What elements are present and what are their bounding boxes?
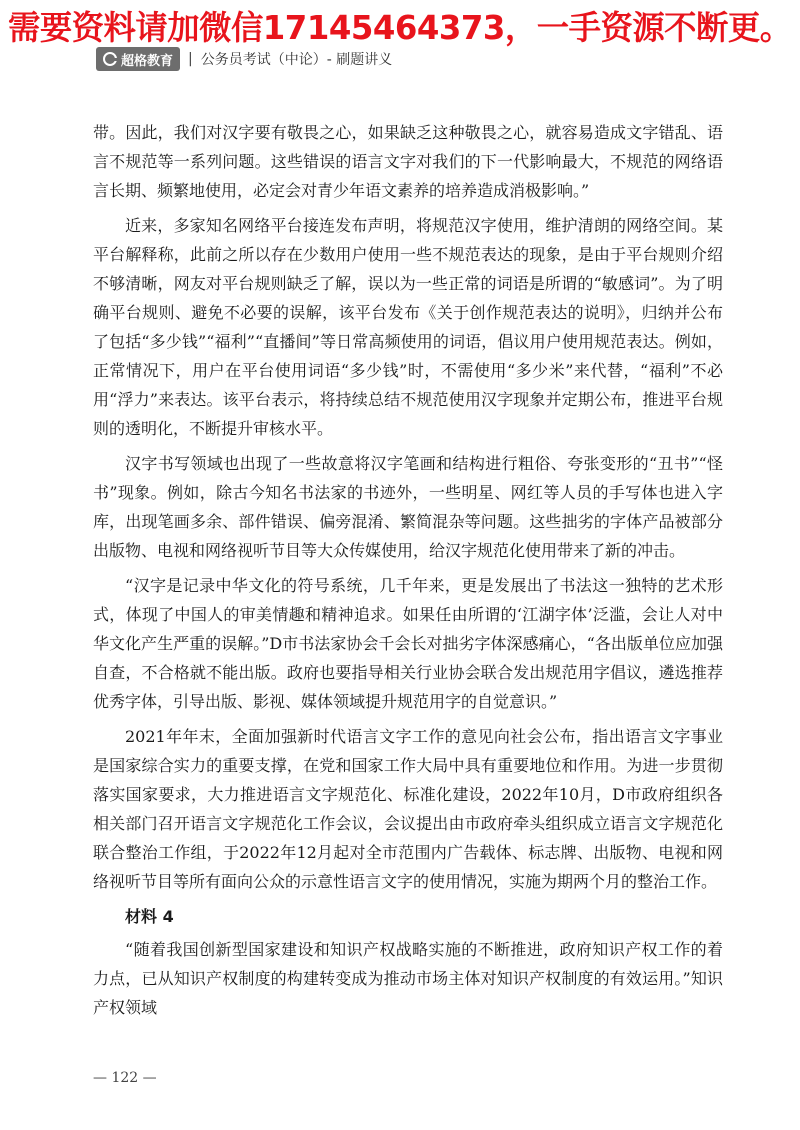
paragraph-5: 2021年年末，全面加强新时代语言文字工作的意见向社会公布，指出语言文字事业是国家综合实力的重要支撑，在党和国家工作大局中具有重要地位和作用。为进一步贯彻落实国家要求，大力推进语言文字规范化、标准化建设，2022年10月，D市政府组织各相关部门召开语言文字规范化工作会议，会议提出由市政府牵头组织成立语言文字规范化联合整治工作组，于2022年12月起对全市范围内广告载体、标志牌、出版物、电视和网络视听节目等所有面向公众的示意性语言文字的使用情况，实施为期两个月的整治工作。 xyxy=(93,727,723,891)
paragraph-4: “汉字是记录中华文化的符号系统，几千年来，更是发展出了书法这一独特的艺术形式，体现了中国人的审美情趣和精神追求。如果任由所谓的‘江湖字体’泛滥，会让人对中华文化产生严重的误解。”D市书法家协会千会长对拙劣字体深感痛心，“各出版单位应加强自查，不合格就不能出版。政府也要指导相关行业协会联合发出规范用字倡议，遴选推荐优秀字体，引导出版、影视、媒体领域提升规范用字的自觉意识。” xyxy=(93,576,723,711)
logo-icon xyxy=(103,52,117,66)
publisher-logo xyxy=(96,47,180,71)
page-number: — 122 — xyxy=(93,1070,157,1086)
paragraph-6: “随着我国创新型国家建设和知识产权战略实施的不断推进，政府知识产权工作的着力点，已从知识产权制度的构建转变成为推动市场主体对知识产权制度的有效运用。”知识产权领域 xyxy=(93,940,723,1017)
paragraph-1: 带。因此，我们对汉字要有敬畏之心，如果缺乏这种敬畏之心，就容易造成文字错乱、语言不规范等一系列问题。这些错误的语言文字对我们的下一代影响最大，不规范的网络语言长期、频繁地使用，必定会对青少年语文素养的培养造成消极影响。” xyxy=(93,123,723,200)
paragraph-3: 汉字书写领域也出现了一些故意将汉字笔画和结构进行粗俗、夸张变形的“丑书”“怪书”现象。例如，除古今知名书法家的书迹外，一些明星、网红等人员的手写体也进入字库，出现笔画多余、部件错误、偏旁混淆、繁简混杂等问题。这些拙劣的字体产品被部分出版物、电视和网络视听节目等大众传媒使用，给汉字规范化使用带来了新的冲击。 xyxy=(93,454,723,560)
paragraph-2: 近来，多家知名网络平台接连发布声明，将规范汉字使用，维护清朗的网络空间。某平台解释称，此前之所以存在少数用户使用一些不规范表达的现象，是由于平台规则介绍不够清晰，网友对平台规则缺乏了解，误以为一些正常的词语是所谓的“敏感词”。为了明确平台规则、避免不必要的误解，该平台发布《关于创作规范表达的说明》，归纳并公布了包括“多少钱”“福利”“直播间”等日常高频使用的词语，倡议用户使用规范表达。例如，正常情况下，用户在平台使用词语“多少钱”时，不需使用“多少米”来代替，“福利”不必用“浮力”来表达。该平台表示，将持续总结不规范使用汉字现象并定期公布，推进平台规则的透明化，不断提升审核水平。 xyxy=(93,216,723,438)
logo-text: 超格教育 xyxy=(121,53,174,69)
section-heading: 材料 4 xyxy=(125,907,174,926)
page-body xyxy=(93,118,723,1028)
watermark-banner: 需要资料请加微信17145464373，一手资源不断更。 xyxy=(8,8,792,47)
header-separator: | xyxy=(188,51,193,67)
page-header xyxy=(96,46,392,72)
header-title: 公务员考试（中论）- 刷题讲义 xyxy=(200,52,393,68)
